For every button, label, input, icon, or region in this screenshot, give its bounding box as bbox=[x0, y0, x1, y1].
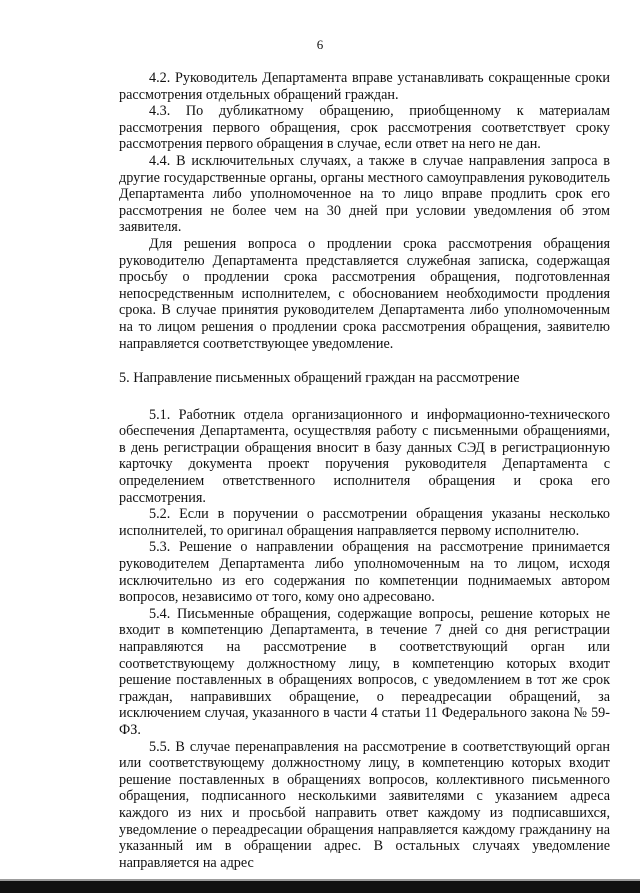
paragraph-4-4: 4.4. В исключительных случаях, а также в случае направления запроса в другие государственные органы, органы местного самоуправления руководитель Департамента либо уполномоченное на то лицо вправе продлить срок его рассмотрения не более чем на 30 дней при условии уведомления об этом заявителя. bbox=[119, 152, 610, 236]
scan-edge-bar bbox=[0, 881, 640, 893]
paragraph-5-4: 5.4. Письменные обращения, содержащие вопросы, решение которых не входит в компетенцию Департамента, в течение 7 дней со дня регистрации направляются на рассмотрение в соответствующий орган или соответствующему должностному лицу, в компетенцию которых входит решение поставленных в обращениях вопросов, с уведомлением в тот же срок граждан, направивших обращение, о переадресации обращений, за исключением случая, указанного в части 4 статьи 11 Федерального закона № 59-ФЗ. bbox=[119, 605, 610, 738]
page-number: 6 bbox=[316, 37, 324, 52]
paragraph-5-2: 5.2. Если в поручении о рассмотрении обращения указаны несколько исполнителей, то оригинал обращения направляется первому исполнителю. bbox=[119, 506, 610, 539]
paragraph-5-1: 5.1. Работник отдела организационного и информационно-технического обеспечения Департамента, осуществляя работу с письменными обращениями, в день регистрации обращения вносит в базу данных СЭД в регистрационную карточку документа проект поручения руководителя Департамента с определением ответственного исполнителя обращения и срока его рассмотрения. bbox=[119, 406, 610, 506]
paragraph-4-2: 4.2. Руководитель Департамента вправе устанавливать сокращенные сроки рассмотрения отдельных обращений граждан. bbox=[119, 70, 610, 103]
section-heading-5: 5. Направление письменных обращений граждан на рассмотрение bbox=[119, 370, 520, 387]
paragraph-extension-request: Для решения вопроса о продлении срока рассмотрения обращения руководителю Департамента представляется служебная записка, содержащая просьбу о продлении срока рассмотрения обращения, подготовленная непосредственным исполнителем, с обоснованием необходимости продления срока. В случае принятия руководителем Департамента либо уполномоченным на то лицом решения о продлении срока рассмотрения обращения, заявителю направляется соответствующее уведомление. bbox=[119, 235, 610, 352]
paragraph-4-3: 4.3. По дубликатному обращению, приобщенному к материалам рассмотрения первого обращения, срок рассмотрения соответствует сроку рассмотрения первого обращения в случае, если ответ на него не дан. bbox=[119, 103, 610, 153]
paragraph-5-5: 5.5. В случае перенаправления на рассмотрение в соответствующий орган или соответствующему должностному лицу, в компетенцию которых входит решение поставленных в обращениях вопросов, коллективного письменного обращения, подписанного несколькими заявителями с указанием адреса каждого из них и просьбой направить ответ каждому из подписавшихся, уведомление о переадресации обращения направляется каждому гражданину на указанный им в обращении адрес. В остальных случаях уведомление направляется на адрес bbox=[119, 738, 610, 871]
document-body bbox=[119, 70, 610, 871]
paragraph-5-3: 5.3. Решение о направлении обращения на рассмотрение принимается руководителем Департамента либо уполномоченным на то лицом, исходя исключительно из его содержания по компетенции поднимаемых автором вопросов, независимо от того, кому оно адресовано. bbox=[119, 539, 610, 606]
